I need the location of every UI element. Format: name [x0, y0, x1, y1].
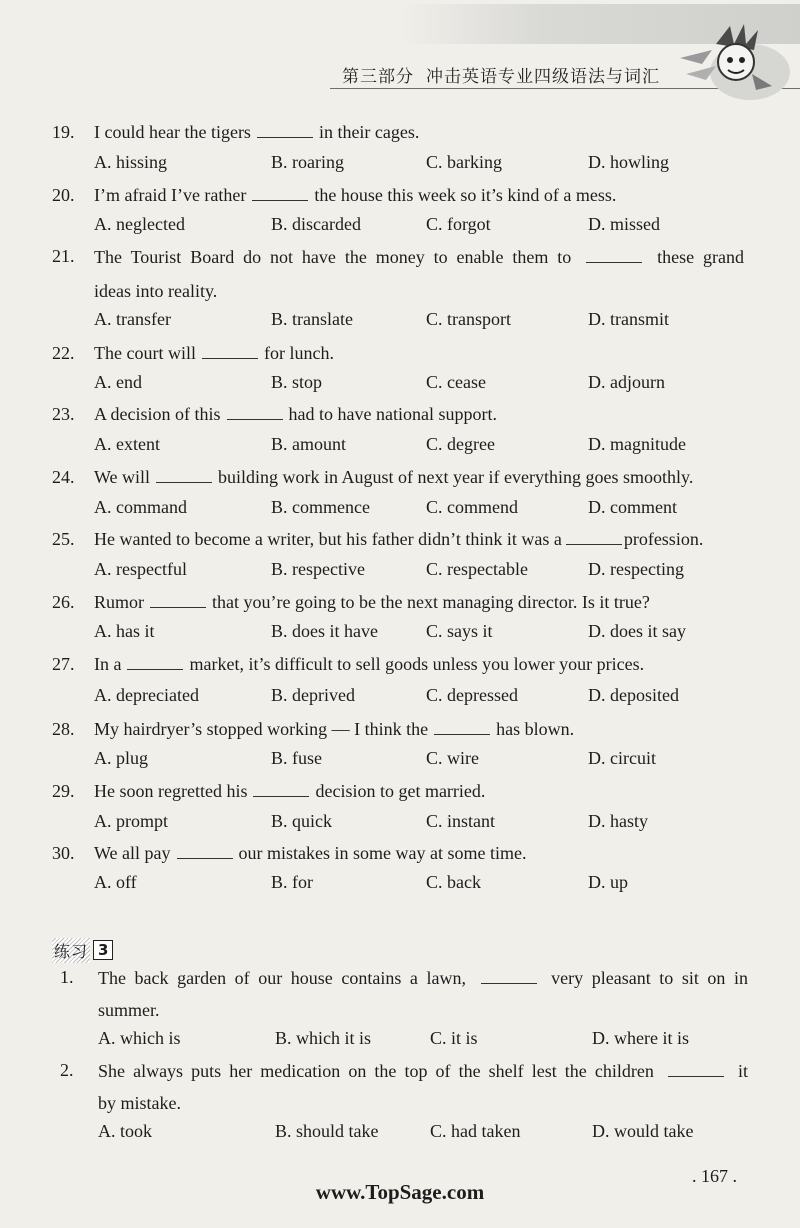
- question-stem: I’m afraid I’ve rather the house this week so it’s kind of a mess.: [94, 180, 744, 210]
- section-label: 第三部分: [342, 67, 414, 87]
- question-stem-continued: ideas into reality.: [94, 281, 218, 301]
- option-a: A. plug: [94, 748, 148, 768]
- option-d: D. does it say: [588, 621, 686, 641]
- question-stem: A decision of this had to have national support.: [94, 399, 744, 429]
- answer-blank: [252, 182, 308, 201]
- answer-blank: [227, 401, 283, 420]
- footer-url: www.TopSage.com: [315, 1180, 485, 1204]
- answer-blank: [127, 651, 183, 670]
- question-stem: We all pay our mistakes in some way at some time.: [94, 838, 744, 868]
- option-d: D. deposited: [588, 685, 679, 705]
- exercise-heading: [52, 938, 113, 962]
- book-title: 冲击英语专业四级语法与词汇: [426, 67, 660, 87]
- option-c: C. it is: [430, 1028, 478, 1048]
- question-number: 28.: [52, 719, 75, 739]
- option-c: C. back: [426, 872, 481, 892]
- answer-blank: [150, 589, 206, 608]
- option-b: B. commence: [271, 497, 370, 517]
- option-b: B. should take: [275, 1121, 379, 1141]
- option-d: D. adjourn: [588, 372, 665, 392]
- mascot-icon: [672, 20, 792, 104]
- question-stem: The Tourist Board do not have the money to enable them to these grand: [94, 241, 744, 307]
- answer-blank: [668, 1058, 724, 1077]
- question-number: 30.: [52, 843, 75, 863]
- option-a: A. respectful: [94, 559, 187, 579]
- answer-blank: [177, 840, 233, 859]
- option-b: B. for: [271, 872, 313, 892]
- option-b: B. stop: [271, 372, 323, 392]
- option-b: B. roaring: [271, 152, 344, 172]
- option-b: B. discarded: [271, 214, 361, 234]
- option-d: D. hasty: [588, 811, 648, 831]
- page-number: . 167 .: [692, 1166, 737, 1186]
- option-d: D. where it is: [592, 1028, 689, 1048]
- option-d: D. transmit: [588, 309, 669, 329]
- question-stem: We will building work in August of next year if everything goes smoothly.: [94, 462, 744, 492]
- question-number: 23.: [52, 404, 75, 424]
- question-stem: He wanted to become a writer, but his father didn’t think it was a profession.: [94, 524, 744, 554]
- answer-blank: [566, 526, 622, 545]
- question-number: 19.: [52, 122, 75, 142]
- option-c: C. wire: [426, 748, 479, 768]
- answer-blank: [481, 965, 537, 984]
- option-c: C. depressed: [426, 685, 518, 705]
- option-b: B. which it is: [275, 1028, 372, 1048]
- question-stem: He soon regretted his decision to get married.: [94, 776, 744, 806]
- option-c: C. forgot: [426, 214, 491, 234]
- option-c: C. had taken: [430, 1121, 521, 1141]
- option-a: A. command: [94, 497, 187, 517]
- option-d: D. circuit: [588, 748, 656, 768]
- question-number: 27.: [52, 654, 75, 674]
- question-stem: Rumor that you’re going to be the next managing director. Is it true?: [94, 587, 744, 617]
- option-b: B. does it have: [271, 621, 378, 641]
- option-a: A. hissing: [94, 152, 168, 172]
- answer-blank: [257, 119, 313, 138]
- option-c: C. commend: [426, 497, 518, 517]
- answer-blank: [156, 464, 212, 483]
- question-stem: In a market, it’s difficult to sell goods unless you lower your prices.: [94, 649, 744, 679]
- option-a: A. has it: [94, 621, 155, 641]
- option-b: B. deprived: [271, 685, 355, 705]
- option-d: D. missed: [588, 214, 660, 234]
- question-number: 25.: [52, 529, 75, 549]
- option-c: C. cease: [426, 372, 486, 392]
- option-d: D. howling: [588, 152, 669, 172]
- question-stem: The back garden of our house contains a lawn, very pleasant to sit on in: [98, 962, 748, 1028]
- exercise-label: 练习: [52, 938, 90, 963]
- option-c: C. transport: [426, 309, 511, 329]
- option-a: A. end: [94, 372, 142, 392]
- question-number: 22.: [52, 343, 75, 363]
- option-c: C. respectable: [426, 559, 528, 579]
- question-number: 29.: [52, 781, 75, 801]
- option-a: A. prompt: [94, 811, 168, 831]
- question-stem: I could hear the tigers in their cages.: [94, 117, 744, 147]
- option-a: A. took: [98, 1121, 152, 1141]
- answer-blank: [202, 340, 258, 359]
- answer-blank: [434, 716, 490, 735]
- answer-blank: [586, 244, 642, 263]
- option-d: D. up: [588, 872, 628, 892]
- option-c: C. degree: [426, 434, 495, 454]
- question-number: 20.: [52, 185, 75, 205]
- option-b: B. translate: [271, 309, 353, 329]
- answer-blank: [253, 778, 309, 797]
- option-c: C. says it: [426, 621, 493, 641]
- option-b: B. quick: [271, 811, 332, 831]
- option-d: D. magnitude: [588, 434, 686, 454]
- option-c: C. instant: [426, 811, 496, 831]
- option-a: A. neglected: [94, 214, 185, 234]
- option-b: B. amount: [271, 434, 346, 454]
- running-head: [342, 62, 660, 87]
- question-number: 24.: [52, 467, 75, 487]
- option-a: A. which is: [98, 1028, 181, 1048]
- question-stem-continued: by mistake.: [98, 1093, 181, 1113]
- option-a: A. depreciated: [94, 685, 199, 705]
- exercise-number: 3: [93, 940, 113, 960]
- question-stem: She always puts her medication on the top of the shelf lest the children it: [98, 1055, 748, 1121]
- question-stem: My hairdryer’s stopped working — I think the has blown.: [94, 714, 744, 744]
- option-a: A. off: [94, 872, 137, 892]
- question-stem: The court will for lunch.: [94, 338, 744, 368]
- option-a: A. extent: [94, 434, 160, 454]
- question-number: 21.: [52, 246, 75, 266]
- option-d: D. comment: [588, 497, 677, 517]
- question-number: 1.: [60, 967, 74, 987]
- option-d: D. would take: [592, 1121, 694, 1141]
- option-c: C. barking: [426, 152, 502, 172]
- question-number: 2.: [60, 1060, 74, 1080]
- question-stem-continued: summer.: [98, 1000, 160, 1020]
- page-header: [0, 0, 800, 110]
- option-d: D. respecting: [588, 559, 684, 579]
- question-number: 26.: [52, 592, 75, 612]
- option-b: B. respective: [271, 559, 365, 579]
- option-b: B. fuse: [271, 748, 322, 768]
- option-a: A. transfer: [94, 309, 171, 329]
